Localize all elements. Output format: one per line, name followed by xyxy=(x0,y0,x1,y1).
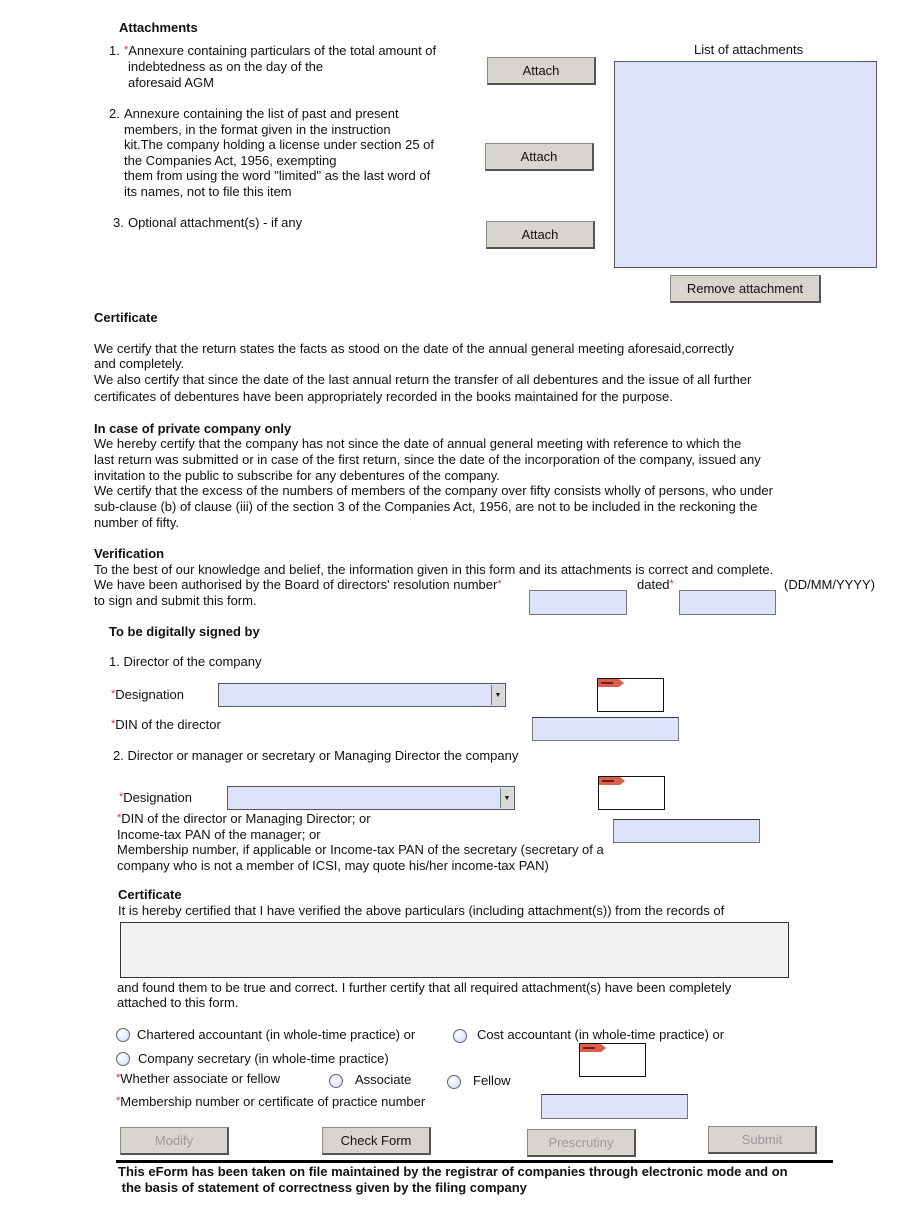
professional-certificate-text-line: It is hereby certified that I have verified the above particulars (including attachment(s)) from the records of xyxy=(118,903,725,918)
attachment-label-line: indebtedness as on the day of the xyxy=(128,59,324,74)
attachment-label-line: kit.The company holding a license under section 25 of xyxy=(124,137,435,152)
prescrutiny-button[interactable]: Prescrutiny xyxy=(527,1129,636,1157)
private-company-text-line: We certify that the excess of the numbers of members of the company over fifty consists wholly of persons, who under xyxy=(94,483,773,498)
resolution-number-input[interactable] xyxy=(529,590,627,615)
footer-text-line: This eForm has been taken on file maintained by the registrar of companies through electronic mode and on xyxy=(118,1164,788,1179)
required-marker: * xyxy=(116,1095,121,1107)
private-company-heading: In case of private company only xyxy=(94,421,292,436)
submit-button[interactable]: Submit xyxy=(708,1126,817,1154)
attachments-list-label: List of attachments xyxy=(694,42,804,57)
radio-label: Fellow xyxy=(473,1073,511,1088)
radio-cost-accountant[interactable] xyxy=(453,1029,467,1043)
attach-button-2[interactable]: Attach xyxy=(485,143,594,171)
radio-fellow[interactable] xyxy=(447,1075,461,1089)
verification-text-line: to sign and submit this form. xyxy=(94,593,257,608)
signer1-designation-select[interactable] xyxy=(218,683,506,707)
membership-number-input[interactable] xyxy=(541,1094,688,1119)
chevron-down-icon[interactable]: ▼ xyxy=(491,685,504,705)
resolution-label: We have been authorised by the Board of directors' resolution number xyxy=(94,577,498,592)
signer1-designation-label: Designation xyxy=(115,687,184,702)
signature-tag-icon xyxy=(580,1044,606,1052)
item-number: 2. xyxy=(109,106,120,121)
certificate-text-line: We certify that the return states the facts as stood on the date of the annual general meeting aforesaid,correctly xyxy=(94,341,735,356)
certificate-text-line: and completely. xyxy=(94,356,185,371)
remove-attachment-button[interactable]: Remove attachment xyxy=(670,275,821,303)
verification-heading: Verification xyxy=(94,546,165,561)
certificate-text-line: We also certify that since the date of the last annual return the transfer of all debentures and the issue of all further xyxy=(94,372,752,387)
private-company-text-line: last return was submitted or in case of the first return, since the date of the incorporation of the company, issued any xyxy=(94,452,761,467)
certificate-text-line: certificates of debentures have been appropriately recorded in the books maintained for the purpose. xyxy=(94,389,673,404)
date-format-hint: (DD/MM/YYYY) xyxy=(784,577,875,592)
item-number: 1. xyxy=(109,43,120,58)
required-marker: * xyxy=(111,688,116,700)
required-marker: * xyxy=(124,44,129,56)
attachment-label-line: aforesaid AGM xyxy=(128,75,214,90)
signer1-signature-box[interactable] xyxy=(597,678,664,712)
private-company-text-line: sub-clause (b) of clause (iii) of the section 3 of the Companies Act, 1956, are not to be included in the reckoning the xyxy=(94,499,758,514)
attach-button-1[interactable]: Attach xyxy=(487,57,596,85)
professional-certificate-text-line: and found them to be true and correct. I further certify that all required attachment(s) have been completely xyxy=(117,980,732,995)
required-marker: * xyxy=(111,718,116,730)
attachment-label-line: Optional attachment(s) - if any xyxy=(128,215,303,230)
radio-label: Associate xyxy=(355,1072,412,1087)
signer2-id-label-line: Membership number, if applicable or Income-tax PAN of the secretary (secretary of a xyxy=(117,842,604,857)
private-company-text-line: We hereby certify that the company has not since the date of annual general meeting with reference to which the xyxy=(94,436,742,451)
certificate-heading: Certificate xyxy=(94,310,158,325)
required-marker: * xyxy=(117,812,122,824)
attachment-label-line: members, in the format given in the instruction xyxy=(124,122,391,137)
radio-label: Cost accountant (in whole-time practice) or xyxy=(477,1027,725,1042)
radio-company-secretary[interactable] xyxy=(116,1052,130,1066)
check-form-button[interactable]: Check Form xyxy=(322,1127,431,1155)
signature-tag-icon xyxy=(598,679,624,687)
signer1-din-input[interactable] xyxy=(532,717,679,741)
chevron-down-icon[interactable]: ▼ xyxy=(500,788,513,808)
signer2-id-input[interactable] xyxy=(613,819,760,843)
professional-certificate-heading: Certificate xyxy=(118,887,182,902)
radio-associate[interactable] xyxy=(329,1074,343,1088)
private-company-text-line: number of fifty. xyxy=(94,515,180,530)
required-marker: * xyxy=(116,1072,121,1084)
attachment-label-line: its names, not to file this item xyxy=(124,184,292,199)
radio-label: Company secretary (in whole-time practice) xyxy=(138,1051,389,1066)
signer2-designation-label: Designation xyxy=(123,790,192,805)
footer-divider xyxy=(116,1160,833,1163)
professional-signature-box[interactable] xyxy=(579,1043,646,1077)
radio-label: Chartered accountant (in whole-time practice) or xyxy=(137,1027,416,1042)
signing-heading: To be digitally signed by xyxy=(109,624,260,639)
signer2-designation-select[interactable] xyxy=(227,786,515,810)
attachment-label-line: them from using the word "limited" as the last word of xyxy=(124,168,431,183)
attachment-label-line: the Companies Act, 1956, exempting xyxy=(124,153,337,168)
signer2-id-label-line: Income-tax PAN of the manager; or xyxy=(117,827,321,842)
signer2-id-label-line: DIN of the director or Managing Director; or xyxy=(121,811,371,826)
professional-certificate-text-line: attached to this form. xyxy=(117,995,239,1010)
attachment-label-line: Annexure containing particulars of the total amount of xyxy=(128,43,437,58)
signer2-id-label-line: company who is not a member of ICSI, may quote his/her income-tax PAN) xyxy=(117,858,549,873)
attachment-label-line: Annexure containing the list of past and present xyxy=(124,106,399,121)
private-company-text-line: invitation to the public to subscribe for any debentures of the company. xyxy=(94,468,500,483)
footer-text-line: the basis of statement of correctness given by the filing company xyxy=(118,1180,527,1195)
required-marker: * xyxy=(669,578,674,590)
required-marker: * xyxy=(497,578,502,590)
associate-fellow-label: Whether associate or fellow xyxy=(120,1071,280,1086)
verification-text-line: To the best of our knowledge and belief, the information given in this form and its attachments is correct and complete. xyxy=(94,562,774,577)
signer2-signature-box[interactable] xyxy=(598,776,665,810)
attachments-listbox[interactable] xyxy=(614,61,877,268)
signer2-title: 2. Director or manager or secretary or Managing Director the company xyxy=(113,748,519,763)
attachments-heading: Attachments xyxy=(119,20,198,35)
item-number: 3. xyxy=(113,215,124,230)
dated-label: dated xyxy=(637,577,670,592)
modify-button[interactable]: Modify xyxy=(120,1127,229,1155)
radio-chartered-accountant[interactable] xyxy=(116,1028,130,1042)
signer1-din-label: DIN of the director xyxy=(115,717,221,732)
resolution-date-input[interactable] xyxy=(679,590,776,615)
signature-tag-icon xyxy=(599,777,625,785)
required-marker: * xyxy=(119,791,124,803)
membership-label: Membership number or certificate of practice number xyxy=(120,1094,426,1109)
signer1-title: 1. Director of the company xyxy=(109,654,262,669)
attach-button-3[interactable]: Attach xyxy=(486,221,595,249)
records-of-textarea[interactable] xyxy=(120,922,789,978)
